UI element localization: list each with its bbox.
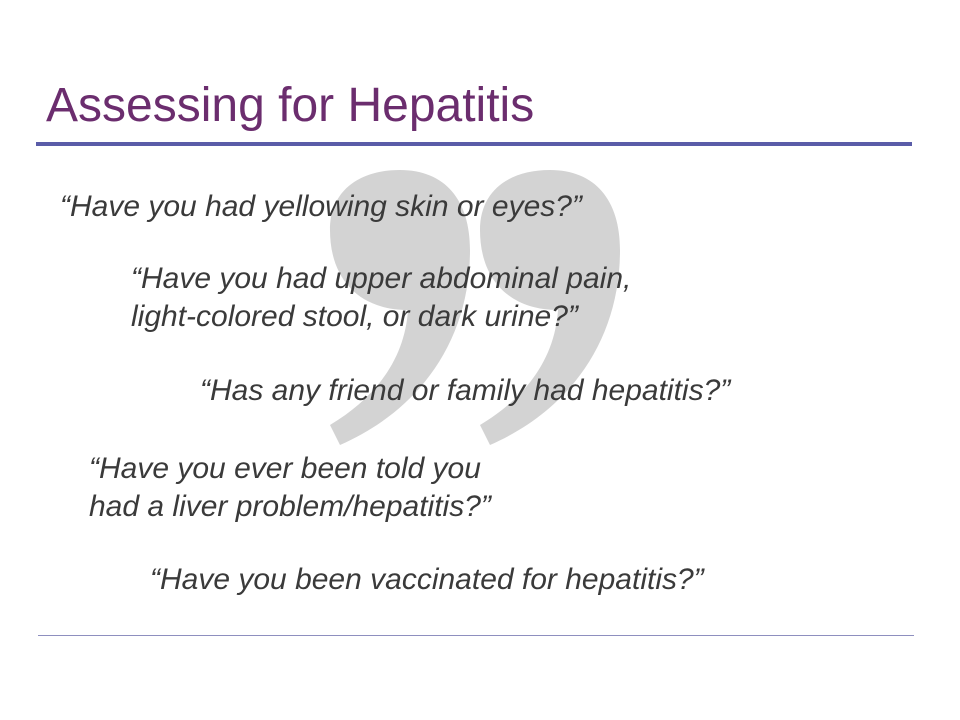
question-line: light-colored stool, or dark urine?” bbox=[131, 300, 578, 333]
question-abdominal-pain bbox=[131, 260, 631, 336]
question-line: “Have you been vaccinated for hepatitis?” bbox=[150, 563, 704, 596]
question-vaccination bbox=[150, 561, 704, 599]
question-liver-problem bbox=[89, 450, 491, 526]
page-title: Assessing for Hepatitis bbox=[46, 79, 535, 132]
question-line: “Has any friend or family had hepatitis?” bbox=[200, 374, 731, 407]
footer-divider bbox=[38, 635, 914, 636]
question-line: “Have you had yellowing skin or eyes?” bbox=[60, 190, 582, 223]
title-divider bbox=[36, 142, 912, 146]
question-family-history bbox=[200, 372, 730, 410]
question-line: “Have you had upper abdominal pain, bbox=[131, 262, 632, 295]
question-yellowing bbox=[60, 188, 582, 226]
question-line: “Have you ever been told you bbox=[89, 452, 481, 485]
question-line: had a liver problem/hepatitis?” bbox=[89, 490, 491, 523]
